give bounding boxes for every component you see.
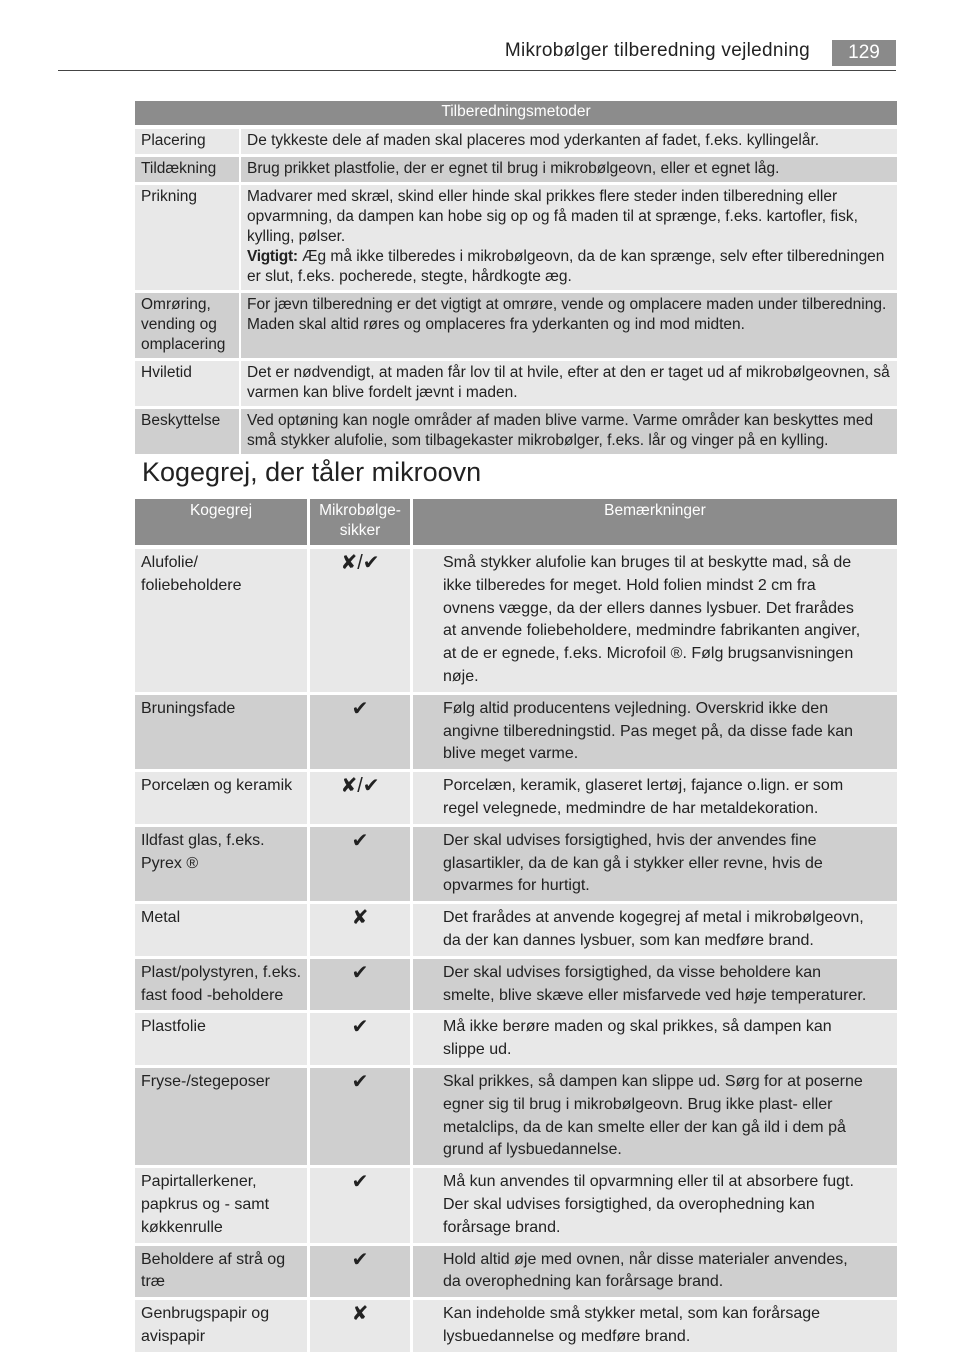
cookware-name: Papirtallerkener, papkrus og - samt køkkenrulle [135,1168,310,1245]
safe-mark: ✔ [310,1246,413,1301]
method-label: Placering [135,129,241,157]
table-row [135,129,897,157]
method-text: Det er nødvendigt, at maden får lov til at hvile, efter at den er taget ud af mikrobølgeovnen, så varmen kan blive fordelt jævnt i maden. [241,361,897,409]
cookware-note: Hold altid øje med ovnen, når disse materialer anvendes, da overophedning kan forårsage brand. [413,1246,897,1301]
method-text: Ved optøning kan nogle områder af maden blive varme. Varme områder kan beskyttes med små stykker alufolie, som tilbagekaster mikrobølger, f.eks. lår og vinger på en kylling. [241,409,897,457]
cookware-note: Der skal udvises forsigtighed, da visse beholdere kan smelte, blive skæve eller misfarvede ved høje temperaturer. [413,959,897,1014]
col-header-cookware: Kogegrej [135,499,310,549]
cookware-note: Skal prikkes, så dampen kan slippe ud. Sørg for at poserne egner sig til brug i mikrobølgeovn. Brug ikke plast- eller metalclips, da de kan smelte eller der kan gå ild i dem på grund af lysbuedannelse. [413,1068,897,1168]
table-row [135,959,897,1014]
cookware-name: Bruningsfade [135,695,310,772]
cookware-note: Følg altid producentens vejledning. Overskrid ikke den angivne tilberedningstid. Pas meget på, da disse fade kan blive meget varme. [413,695,897,772]
safe-mark: ✘/✔ [310,549,413,695]
cookware-name: Ildfast glas, f.eks. Pyrex ® [135,827,310,904]
cookware-table [135,499,897,1355]
method-label: Omrøring, vending og omplacering [135,293,241,361]
methods-table [135,101,897,457]
important-label: Vigtigt: [247,248,298,265]
method-label: Prikning [135,185,241,293]
cookware-name: Plastfolie [135,1013,310,1068]
cookware-name: Porcelæn og keramik [135,772,310,827]
important-text: Æg må ikke tilberedes i mikrobølgeovn, da de kan sprænge, selv efter tilberedningen er slut, f.eks. pocherede, stegte, hårdkogte æg. [247,248,885,285]
table-row [135,772,897,827]
cookware-name: Genbrugspapir og avispapir [135,1300,310,1355]
cookware-name: Plast/polystyren, f.eks. fast food -beholdere [135,959,310,1014]
table-row [135,185,897,293]
methods-heading: Tilberedningsmetoder [135,101,897,129]
safe-mark: ✔ [310,1068,413,1168]
table-row [135,1168,897,1245]
cookware-note: Der skal udvises forsigtighed, hvis der anvendes fine glasartikler, da de kan gå i stykker eller revne, hvis de opvarmes for hurtigt. [413,827,897,904]
method-text: Madvarer med skræl, skind eller hinde skal prikkes flere steder inden tilberedning eller opvarmning, da dampen kan hobe sig op og få maden til at sprænge, f.eks. kartofler, fisk, kylling, pølser. [247,188,858,245]
table-row [135,409,897,457]
method-label: Hviletid [135,361,241,409]
cookware-note: Må kun anvendes til opvarmning eller til at absorbere fugt. Der skal udvises forsigtighed, da overophedning kan forårsage brand. [413,1168,897,1245]
section-title: Kogegrej, der tåler mikroovn [142,457,482,487]
table-row [135,827,897,904]
cookware-note: Må ikke berøre maden og skal prikkes, så dampen kan slippe ud. [413,1013,897,1068]
safe-mark: ✘ [310,1300,413,1355]
safe-mark: ✔ [310,1013,413,1068]
table-row [135,904,897,959]
cookware-name: Beholdere af strå og træ [135,1246,310,1301]
safe-mark: ✔ [310,827,413,904]
cookware-note: Det frarådes at anvende kogegrej af metal i mikrobølgeovn, da der kan dannes lysbuer, som kan medføre brand. [413,904,897,959]
safe-mark: ✔ [310,695,413,772]
page-header [58,36,896,71]
safe-mark: ✘/✔ [310,772,413,827]
table-row [135,1300,897,1355]
cookware-note: Små stykker alufolie kan bruges til at beskytte mad, så de ikke tilberedes for meget. Hold folien mindst 2 cm fra ovnens vægge, da der ellers dannes lysbuer. Det frarådes at anvende foliebeholdere, medmindre fabrikanten angiver, at de er egnede, f.eks. Microfoil ®. Følg brugsanvisningen nøje. [413,549,897,695]
table-row [135,695,897,772]
method-label: Tildækning [135,157,241,185]
method-cell [241,185,897,293]
col-header-microwave-safe: Mikrobølge-sikker [310,499,413,549]
safe-mark: ✘ [310,904,413,959]
safe-mark: ✔ [310,959,413,1014]
table-row [135,157,897,185]
table-row [135,1068,897,1168]
table-row [135,1013,897,1068]
page-number: 129 [832,40,896,66]
table-row [135,293,897,361]
cookware-note: Kan indeholde små stykker metal, som kan forårsage lysbuedannelse og medføre brand. [413,1300,897,1355]
table-row [135,549,897,695]
table-row [135,361,897,409]
cookware-note: Porcelæn, keramik, glaseret lertøj, fajance o.lign. er som regel velegnede, medmindre de har metaldekoration. [413,772,897,827]
method-text: For jævn tilberedning er det vigtigt at omrøre, vende og omplacere maden under tilberedning. Maden skal altid røres og omplaceres fra yderkanten og ind mod midten. [241,293,897,361]
cookware-name: Alufolie/ foliebeholdere [135,549,310,695]
safe-mark: ✔ [310,1168,413,1245]
table-row [135,1246,897,1301]
col-header-notes: Bemærkninger [413,499,897,549]
method-text: De tykkeste dele af maden skal placeres mod yderkanten af fadet, f.eks. kyllingelår. [241,129,897,157]
cookware-name: Metal [135,904,310,959]
header-title: Mikrobølger tilberedning vejledning [504,40,810,61]
method-text: Brug prikket plastfolie, der er egnet til brug i mikrobølgeovn, eller et egnet låg. [241,157,897,185]
method-label: Beskyttelse [135,409,241,457]
cookware-name: Fryse-/stegeposer [135,1068,310,1168]
